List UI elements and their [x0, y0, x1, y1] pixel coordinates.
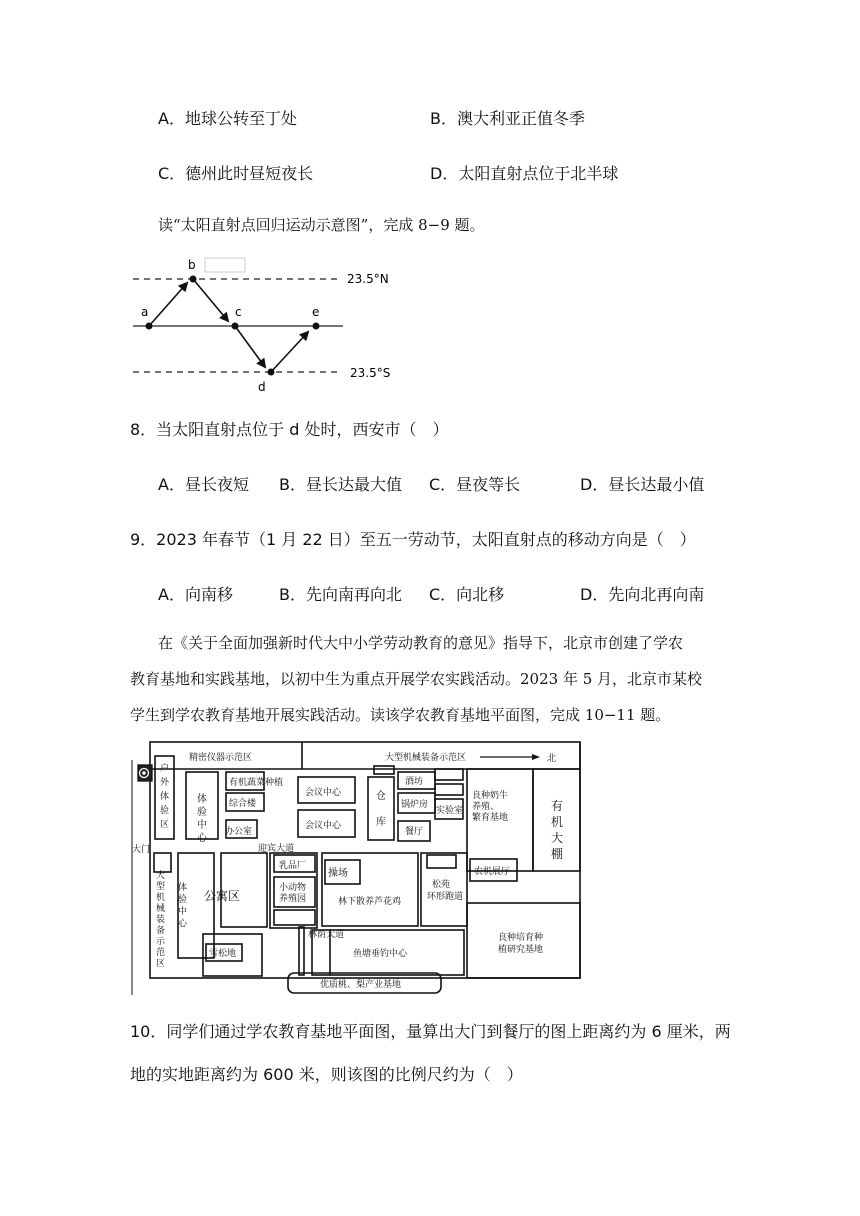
map-complex: 综合楼 — [229, 799, 257, 809]
map-north: 北 — [547, 754, 557, 764]
map-dairy-2: 养殖、 — [472, 802, 500, 812]
map-meeting-1: 会议中心 — [305, 788, 342, 798]
map-seed-2: 植研究基地 — [498, 945, 544, 955]
q7-option-d: D．太阳直射点位于北半球 — [430, 164, 619, 183]
arrow-a-b — [149, 283, 187, 326]
map-machinery-7: 示 — [156, 937, 166, 947]
map-machinery-4: 械 — [156, 904, 166, 914]
map-seed-1: 良种培育种 — [498, 933, 544, 943]
map-warehouse-1: 仓 — [376, 791, 386, 802]
q8-option-b: B．昼长达最大值 — [279, 475, 402, 494]
map-warehouse-2: 库 — [376, 817, 386, 828]
map-forest-chicken: 林下散养芦花鸡 — [338, 897, 402, 907]
map-exp1-1: 体 — [197, 794, 207, 805]
map-outdoor-3: 体 — [160, 792, 170, 802]
target-icon — [138, 765, 152, 781]
map-pine-2: 环形跑道 — [427, 892, 464, 902]
map-gate: 大门 — [132, 845, 151, 855]
q9-option-b: B．先向南再向北 — [279, 585, 402, 604]
map-machinery-3: 机 — [156, 893, 166, 903]
q8-stem: 8．当太阳直射点位于 d 处时，西安市（ ） — [130, 420, 449, 439]
point-c — [232, 323, 239, 330]
point-b — [190, 276, 197, 283]
q9-option-a: A．向南移 — [158, 585, 233, 604]
q7-option-b: B．澳大利亚正值冬季 — [430, 109, 585, 128]
map-machinery-5: 装 — [156, 915, 166, 925]
map-exp2-1: 体 — [178, 883, 188, 893]
q8-option-c: C．昼夜等长 — [429, 475, 521, 494]
label-23s: 23.5°S — [350, 366, 391, 380]
passage-line-1: 在《关于全面加强新时代大中小学劳动教育的意见》指导下，北京市创建了学农 — [158, 634, 684, 652]
map-exp2-2: 验 — [178, 895, 188, 905]
q8-option-a: A．昼长夜短 — [158, 475, 249, 494]
map-machinery-6: 备 — [156, 926, 166, 936]
map-greenhouse-3: 大 — [551, 831, 564, 845]
map-snow-pine: 雪松地 — [209, 949, 237, 959]
base-plan-map — [130, 740, 585, 998]
point-e — [313, 323, 320, 330]
map-dairy-factory: 乳品厂 — [279, 861, 307, 871]
map-farm-hall: 农机展厅 — [474, 867, 511, 877]
q9-option-c: C．向北移 — [429, 585, 505, 604]
q9-stem: 9．2023 年春节（1 月 22 日）至五一劳动节，太阳直射点的移动方向是（ ） — [130, 530, 696, 549]
map-boiler: 锅炉房 — [401, 800, 429, 810]
map-top-left: 精密仪器示范区 — [189, 753, 253, 763]
map-exp2-3: 中 — [178, 907, 188, 917]
map-exp1-4: 心 — [197, 833, 207, 844]
map-dairy-3: 繁育基地 — [472, 813, 509, 823]
map-playground: 操场 — [328, 868, 348, 879]
map-outdoor-2: 外 — [160, 778, 170, 788]
q7-option-c: C．德州此时昼短夜长 — [158, 164, 314, 183]
label-e: e — [312, 305, 320, 319]
passage-line-2: 教育基地和实践基地，以初中生为重点开展学农实践活动。2023 年 5 月，北京市某校 — [130, 670, 703, 688]
passage-line-3: 学生到学农教育基地开展实践活动。读该学农教育基地平面图，完成 10−11 题。 — [130, 706, 671, 724]
solar-migration-figure — [125, 250, 405, 395]
map-machinery-2: 型 — [156, 882, 166, 892]
q10-line-2: 地的实地距离约为 600 米，则该图的比例尺约为（ ） — [130, 1065, 523, 1084]
map-apartment: 公寓区 — [204, 889, 241, 903]
map-machinery-9: 区 — [156, 959, 166, 969]
map-greenhouse-1: 有 — [551, 799, 564, 813]
point-d — [268, 369, 275, 376]
map-exp1-2: 验 — [197, 807, 207, 818]
map-machinery-1: 大 — [156, 871, 166, 881]
map-dairy-1: 良种奶牛 — [472, 791, 509, 801]
arrow-b-c — [193, 279, 228, 321]
map-pine-1: 松苑 — [432, 880, 451, 890]
map-machinery-8: 范 — [156, 948, 166, 958]
map-greenhouse-4: 棚 — [551, 847, 564, 861]
q8-option-d: D．昼长达最小值 — [580, 475, 705, 494]
map-forest-road: 林荫大道 — [308, 930, 345, 940]
label-c: c — [235, 305, 242, 319]
map-exp2-4: 心 — [178, 919, 188, 929]
map-outdoor-5: 区 — [160, 820, 170, 830]
map-lab: 实验室 — [436, 806, 464, 816]
map-winery: 酒坊 — [405, 777, 424, 787]
map-office: 办公室 — [225, 827, 253, 837]
map-animal-1: 小动物 — [279, 883, 307, 893]
arrow-c-d — [235, 326, 265, 367]
label-a: a — [141, 305, 149, 319]
q7-option-a: A．地球公转至丁处 — [158, 109, 297, 128]
map-fishing: 鱼塘垂钓中心 — [353, 949, 408, 959]
map-exp1-3: 中 — [197, 820, 207, 831]
q9-option-d: D．先向北再向南 — [580, 585, 705, 604]
label-b: b — [188, 258, 196, 272]
point-a — [146, 323, 153, 330]
map-top-right: 大型机械装备示范区 — [385, 753, 467, 763]
map-outdoor-4: 验 — [160, 806, 170, 816]
map-peach: 优质桃、梨产业基地 — [320, 980, 402, 990]
map-welcome-road: 迎宾大道 — [258, 844, 295, 854]
map-organic-veg: 有机蔬菜种植 — [229, 778, 284, 788]
label-d: d — [258, 380, 266, 394]
arrow-d-e — [271, 332, 308, 372]
q10-line-1: 10．同学们通过学农教育基地平面图，量算出大门到餐厅的图上距离约为 6 厘米，两 — [130, 1022, 731, 1041]
intro-8-9: 读“太阳直射点回归运动示意图”，完成 8−9 题。 — [158, 216, 485, 234]
label-23n: 23.5°N — [347, 272, 389, 286]
map-canteen: 餐厅 — [405, 827, 424, 837]
map-outdoor-1: 户 — [160, 764, 170, 774]
map-meeting-2: 会议中心 — [305, 821, 342, 831]
map-greenhouse-2: 机 — [551, 815, 564, 829]
map-animal-2: 养殖园 — [279, 894, 307, 904]
